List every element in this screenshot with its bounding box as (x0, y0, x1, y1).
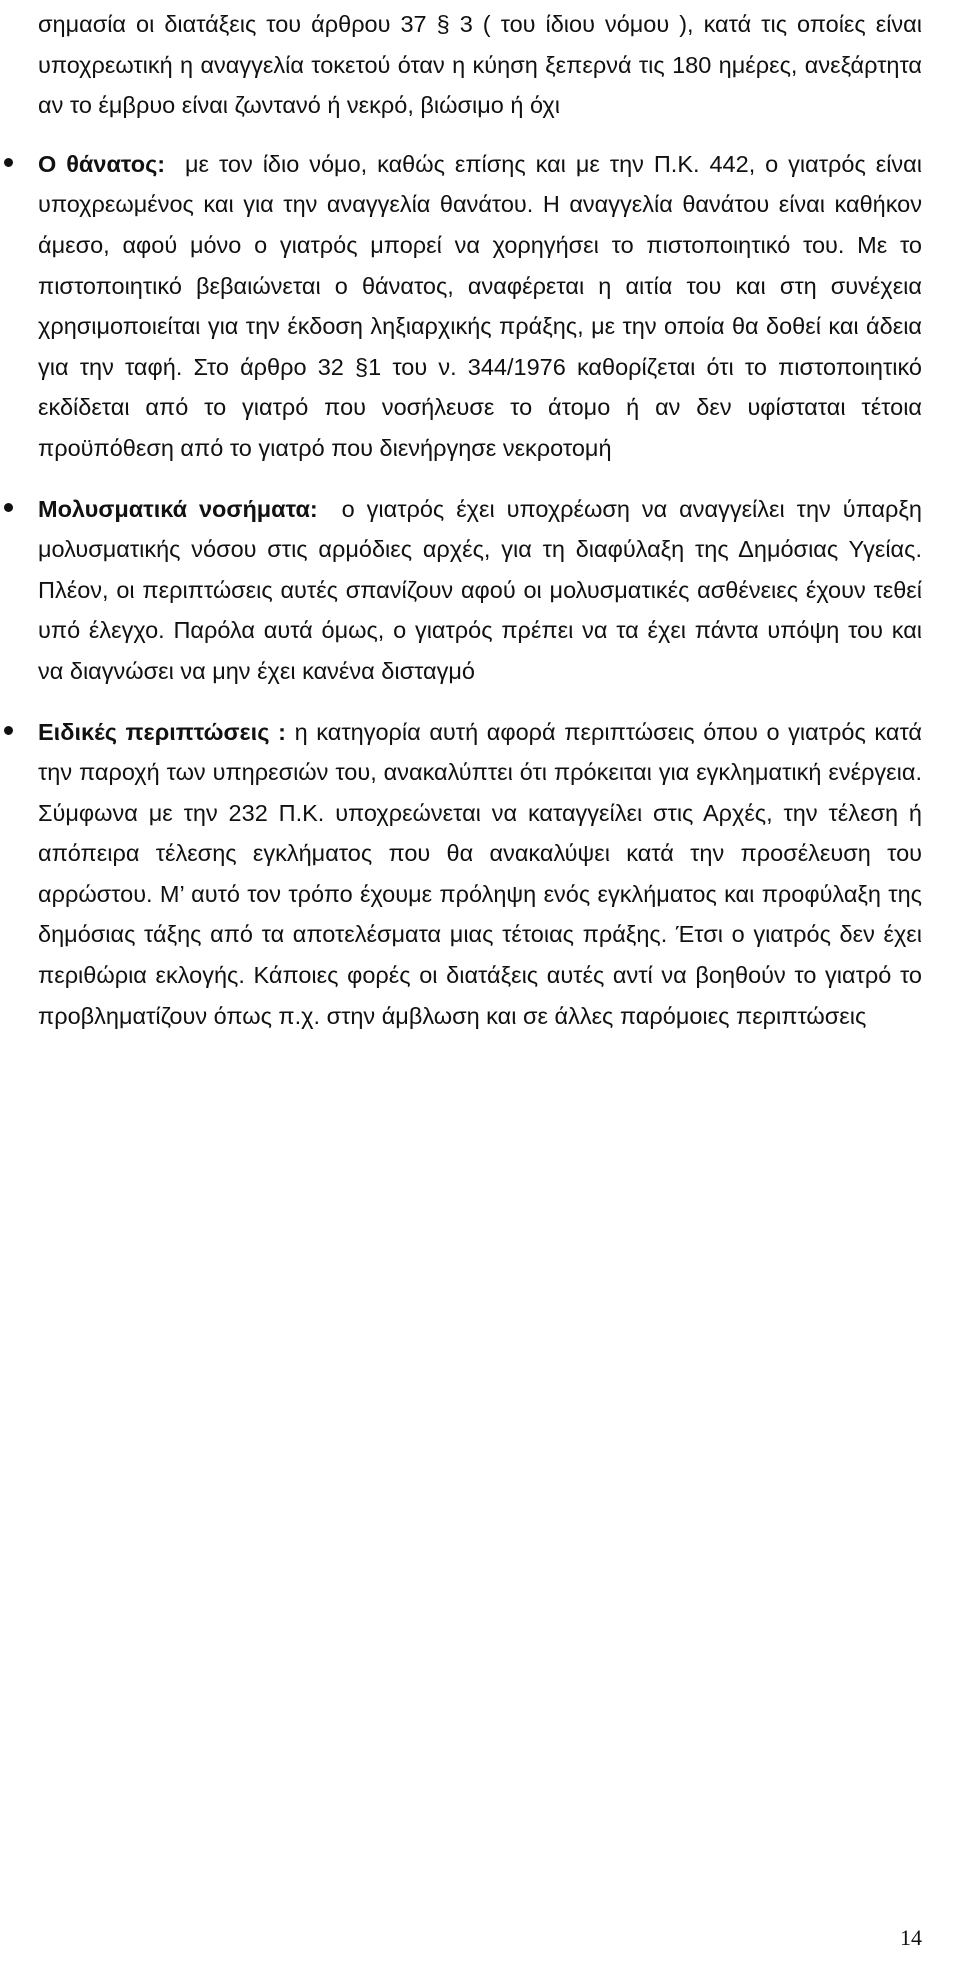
intro-paragraph: σημασία οι διατάξεις του άρθρου 37 § 3 ( του ίδιου νόμου ), κατά τις οποίες είναι υποχρεωτική η αναγγελία τοκετού όταν η κύηση ξεπερνά τις 180 ημέρες, ανεξάρτητα αν το έμβρυο είναι ζωντανό ή νεκρό, βιώσιμο ή όχι (38, 11, 922, 119)
bullet-paragraph (38, 712, 922, 1037)
document-page (38, 0, 922, 1056)
page-number: 14 (900, 1925, 922, 1950)
bullet-text: με τον ίδιο νόμο, καθώς επίσης και με την Π.Κ. 442, ο γιατρός είναι υποχρεωμένος και για την αναγγελία θανάτου. Η αναγγελία θανάτου είναι καθήκον άμεσο, αφού μόνο ο γιατρός μπορεί να χορηγήσει το πιστοποιητικό του. Με το πιστοποιητικό βεβαιώνεται ο θάνατος, αναφέρεται η αιτία του και στη συνέχεια χρησιμοποιείται για την έκδοση ληξιαρχικής πράξης, με την οποία θα δοθεί και άδεια για την ταφή. Στο άρθρο 32 §1 του ν. 344/1976 καθορίζεται ότι το πιστοποιητικό εκδίδεται από το γιατρό που νοσήλευσε το άτομο ή αν δεν υφίσταται τέτοια προϋπόθεση από το γιατρό που διενήργησε νεκροτομή (38, 150, 922, 461)
bullet-paragraph (38, 489, 922, 692)
bullet-dot-icon (4, 726, 13, 735)
bullet-dot-icon (4, 503, 13, 512)
bullet-text: ο γιατρός έχει υποχρέωση να αναγγείλει την ύπαρξη μολυσματικής νόσου στις αρμόδιες αρχές, για τη διαφύλαξη της Δημόσιας Υγείας. Πλέον, οι περιπτώσεις αυτές σπανίζουν αφού οι μολυσματικές ασθένειες έχουν τεθεί υπό έλεγχο. Παρόλα αυτά όμως, ο γιατρός πρέπει να τα έχει πάντα υπόψη του και να διαγνώσει να μην έχει κανένα δισταγμό (38, 495, 922, 684)
bullet-item-death (38, 144, 922, 469)
bullet-term: Ο θάνατος: (38, 150, 166, 177)
bullet-term: Ειδικές περιπτώσεις : (38, 718, 286, 745)
bullet-item-infectious-diseases (38, 489, 922, 692)
bullet-item-special-cases (38, 712, 922, 1037)
bullet-term: Μολυσματικά νοσήματα: (38, 495, 318, 522)
bullet-text: η κατηγορία αυτή αφορά περιπτώσεις όπου ο γιατρός κατά την παροχή των υπηρεσιών του, ανακαλύπτει ότι πρόκειται για εγκληματική ενέργεια. Σύμφωνα με την 232 Π.Κ. υποχρεώνεται να καταγγείλει στις Αρχές, την τέλεση ή απόπειρα τέλεσης εγκλήματος που θα ανακαλύψει κατά την προσέλευση του αρρώστου. Μ’ αυτό τον τρόπο έχουμε πρόληψη ενός εγκλήματος και προφύλαξη της δημόσιας τάξης από τα αποτελέσματα μιας τέτοιας πράξης. Έτσι ο γιατρός δεν έχει περιθώρια εκλογής. Κάποιες φορές οι διατάξεις αυτές αντί να βοηθούν το γιατρό το προβληματίζουν όπως π.χ. στην άμβλωση και σε άλλες παρόμοιες περιπτώσεις (38, 718, 923, 1029)
bullet-paragraph (38, 144, 922, 469)
bullet-dot-icon (4, 158, 13, 167)
